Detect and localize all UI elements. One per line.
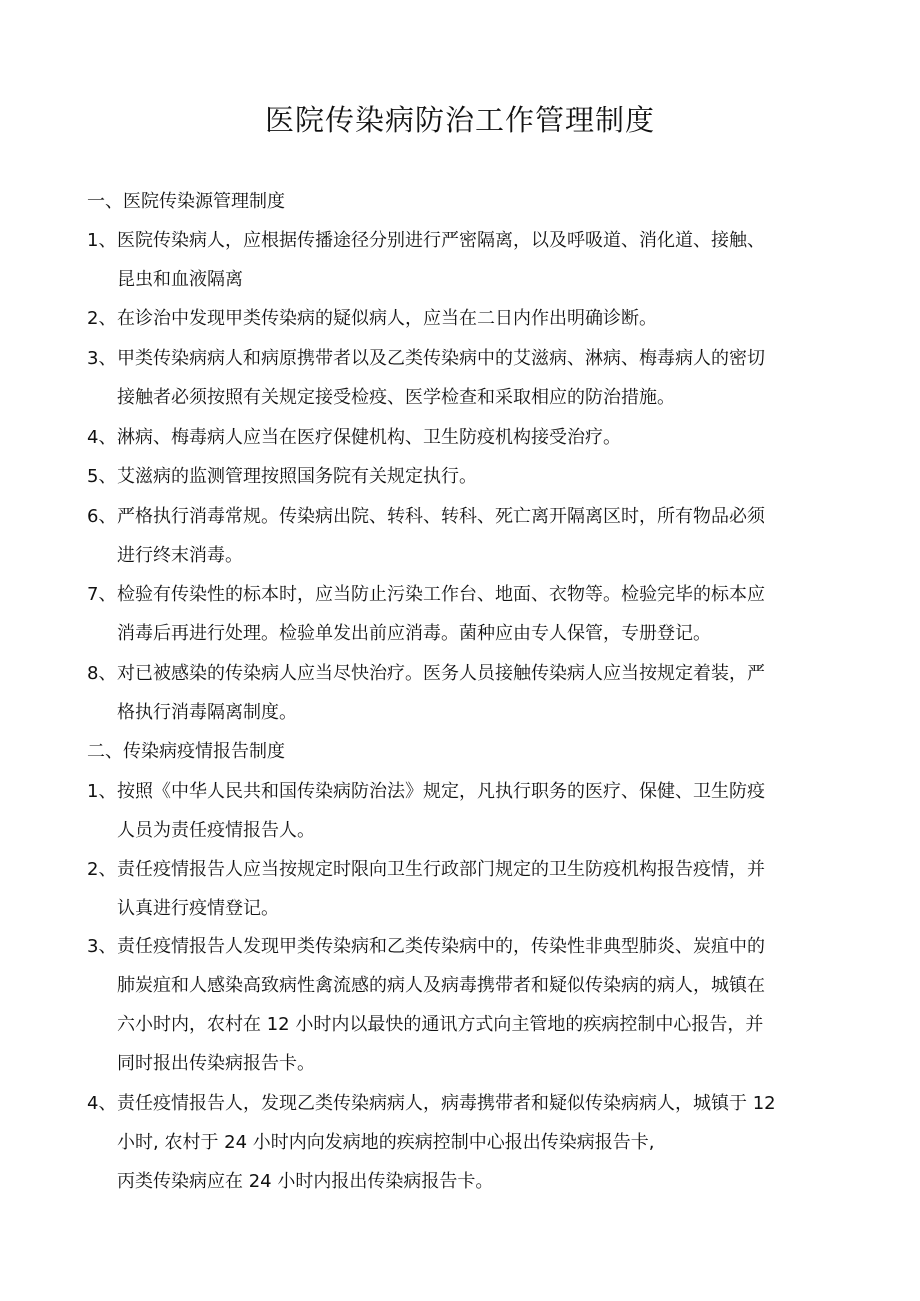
item-text-continued: 小时, 农村于 24 小时内向发病地的疾病控制中心报出传染病报告卡, (117, 1132, 655, 1153)
list-item-2-1 (87, 772, 847, 850)
item-text-continued: 认真进行疫情登记。 (117, 898, 279, 919)
item-number: 1、 (87, 230, 117, 251)
item-text: 责任疫情报告人发现甲类传染病和乙类传染病中的，传染性非典型肺炎、炭疽中的 (117, 936, 765, 957)
list-item-2-3 (87, 927, 847, 1083)
item-text-continued: 六小时内，农村在 12 小时内以最快的通讯方式向主管地的疾病控制中心报告，并 (117, 1014, 764, 1035)
item-text-continued: 格执行消毒隔离制度。 (117, 702, 297, 723)
item-text: 医院传染病人，应根据传播途径分别进行严密隔离，以及呼吸道、消化道、接触、 (117, 230, 765, 251)
item-text: 在诊治中发现甲类传染病的疑似病人，应当在二日内作出明确诊断。 (117, 308, 657, 329)
list-item-1-6 (87, 497, 847, 575)
item-number: 7、 (87, 584, 117, 605)
item-text-continued: 进行终末消毒。 (117, 545, 243, 566)
item-text-continued: 肺炭疽和人感染高致病性禽流感的病人及病毒携带者和疑似传染病的病人，城镇在 (117, 975, 765, 996)
item-text: 责任疫情报告人应当按规定时限向卫生行政部门规定的卫生防疫机构报告疫情，并 (117, 859, 765, 880)
item-text-continued: 昆虫和血液隔离 (117, 269, 243, 290)
item-text-continued: 人员为责任疫情报告人。 (117, 820, 315, 841)
document-title: 医院传染病防治工作管理制度 (264, 103, 655, 137)
item-text-continued: 消毒后再进行处理。检验单发出前应消毒。菌种应由专人保管，专册登记。 (117, 623, 711, 644)
section-heading-2: 二、传染病疫情报告制度 (87, 741, 285, 762)
list-item-1-5 (87, 457, 847, 496)
item-number: 4、 (87, 1093, 117, 1114)
item-text-continued: 丙类传染病应在 24 小时内报出传染病报告卡。 (117, 1171, 494, 1192)
item-text: 对已被感染的传染病人应当尽快治疗。医务人员接触传染病人应当按规定着装，严 (117, 663, 765, 684)
list-item-1-3 (87, 339, 847, 417)
item-number: 5、 (87, 466, 117, 487)
item-number: 8、 (87, 663, 117, 684)
item-number: 2、 (87, 859, 117, 880)
item-text-continued: 同时报出传染病报告卡。 (117, 1053, 315, 1074)
list-item-1-7 (87, 575, 847, 653)
item-number: 2、 (87, 308, 117, 329)
item-number: 3、 (87, 348, 117, 369)
item-text: 按照《中华人民共和国传染病防治法》规定，凡执行职务的医疗、保健、卫生防疫 (117, 781, 765, 802)
item-text: 责任疫情报告人，发现乙类传染病病人，病毒携带者和疑似传染病病人，城镇于 12 (117, 1093, 776, 1114)
item-number: 3、 (87, 936, 117, 957)
list-item-2-2 (87, 850, 847, 928)
item-text: 甲类传染病病人和病原携带者以及乙类传染病中的艾滋病、淋病、梅毒病人的密切 (117, 348, 765, 369)
list-item-1-2 (87, 299, 847, 338)
section-heading-1: 一、医院传染源管理制度 (87, 191, 285, 212)
list-item-1-4 (87, 418, 847, 457)
item-text: 艾滋病的监测管理按照国务院有关规定执行。 (117, 466, 477, 487)
item-text: 淋病、梅毒病人应当在医疗保健机构、卫生防疫机构接受治疗。 (117, 427, 621, 448)
list-item-2-4 (87, 1084, 847, 1201)
item-number: 6、 (87, 506, 117, 527)
item-number: 4、 (87, 427, 117, 448)
item-number: 1、 (87, 781, 117, 802)
item-text-continued: 接触者必须按照有关规定接受检疫、医学检查和采取相应的防治措施。 (117, 387, 675, 408)
item-text: 检验有传染性的标本时，应当防止污染工作台、地面、衣物等。检验完毕的标本应 (117, 584, 765, 605)
list-item-1-1 (87, 221, 847, 299)
item-text: 严格执行消毒常规。传染病出院、转科、转科、死亡离开隔离区时，所有物品必须 (117, 506, 765, 527)
list-item-1-8 (87, 654, 847, 732)
